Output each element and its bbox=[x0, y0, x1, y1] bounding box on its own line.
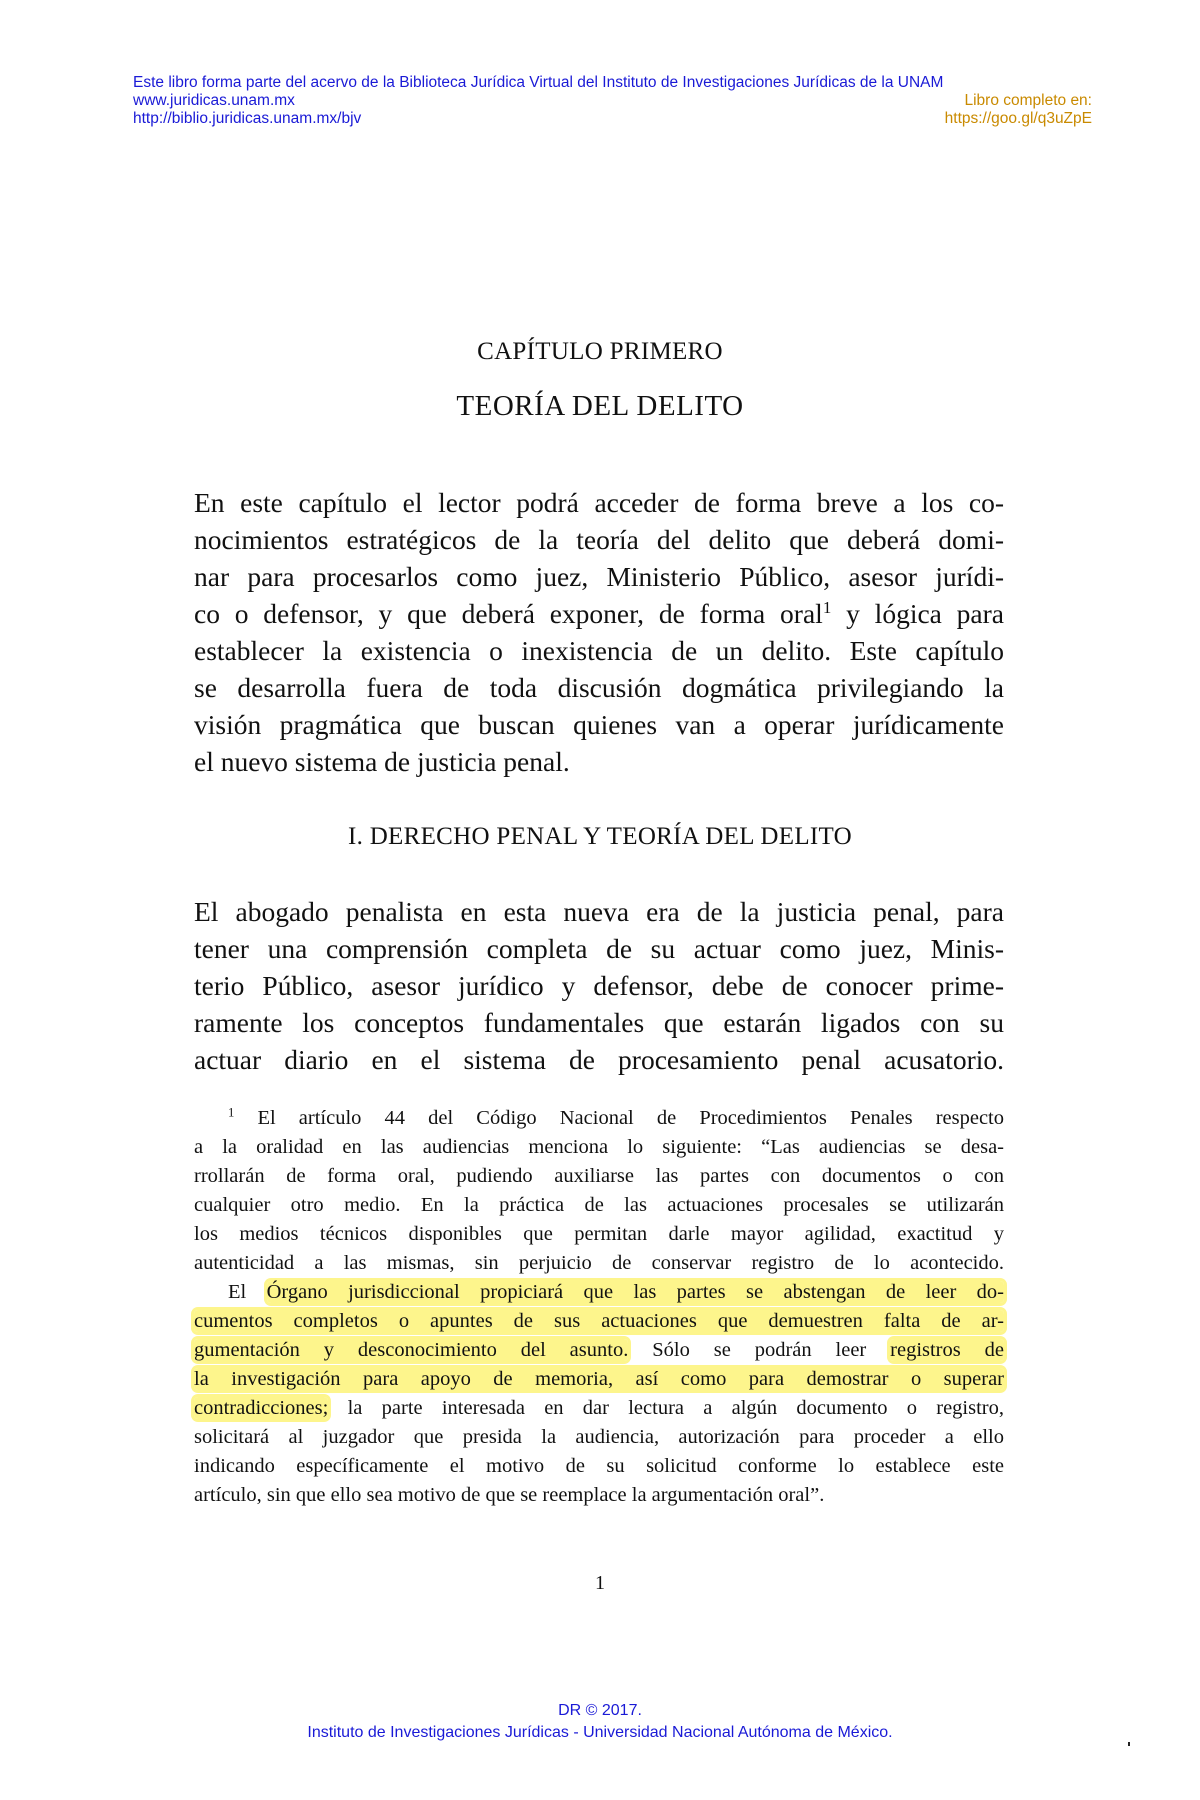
footnote-line: los medios técnicos disponibles que permitan darle mayor agilidad, exactitud y bbox=[194, 1223, 1004, 1245]
highlighted-text: gumentación y desconocimiento del asunto. bbox=[194, 1339, 629, 1361]
section-line: El abogado penalista en esta nueva era de la justicia penal, para bbox=[194, 896, 1004, 927]
footnote-line bbox=[194, 1394, 1004, 1423]
section-paragraph bbox=[194, 893, 1004, 1078]
footnote-line bbox=[194, 1104, 1004, 1133]
footnote-paragraph-2 bbox=[194, 1278, 1004, 1510]
highlighted-text: Órgano jurisdiccional propiciará que las partes se abstengan de leer do- bbox=[266, 1281, 1004, 1303]
intro-line: el nuevo sistema de justicia penal. bbox=[194, 746, 570, 777]
highlighted-text: la investigación para apoyo de memoria, así como para demostrar o superar bbox=[194, 1368, 1004, 1390]
notice-statement: Este libro forma parte del acervo de la Biblioteca Jurídica Virtual del Instituto de Investigaciones Jurídicas de la UNAM bbox=[133, 74, 944, 91]
intro-line-with-footnote bbox=[194, 595, 1004, 632]
intro-line: visión pragmática que buscan quienes van a operar jurídicamente bbox=[194, 709, 1004, 740]
full-book-label: Libro completo en: bbox=[964, 92, 1092, 109]
copyright-institution: Instituto de Investigaciones Jurídicas - Universidad Nacional Autónoma de México. bbox=[307, 1724, 893, 1741]
section-line: tener una comprensión completa de su actuar como juez, Minis- bbox=[194, 933, 1004, 964]
section-line: terio Público, asesor jurídico y defensor, debe de conocer prime- bbox=[194, 970, 1004, 1001]
site-link[interactable]: www.juridicas.unam.mx bbox=[133, 92, 295, 109]
footnote-line bbox=[194, 1278, 1004, 1307]
section-line: actuar diario en el sistema de procesamiento penal acusatorio. bbox=[194, 1044, 1004, 1075]
intro-line: En este capítulo el lector podrá acceder de forma breve a los co- bbox=[194, 487, 1004, 518]
footnote-line bbox=[194, 1336, 1004, 1365]
footnote-number: 1 bbox=[228, 1105, 235, 1120]
section-line: ramente los conceptos fundamentales que estarán ligados con su bbox=[194, 1007, 1004, 1038]
footnote-line: autenticidad a las mismas, sin perjuicio de conservar registro de lo acontecido. bbox=[194, 1252, 1004, 1274]
footnote-line: artículo, sin que ello sea motivo de que se reemplace la argumentación oral”. bbox=[194, 1484, 825, 1506]
notice-row-1 bbox=[133, 92, 1092, 110]
page-number: 1 bbox=[595, 1572, 605, 1594]
intro-paragraph bbox=[194, 484, 1004, 780]
intro-line: se desarrolla fuera de toda discusión dogmática privilegiando la bbox=[194, 672, 1004, 703]
footnote-reference[interactable]: 1 bbox=[822, 597, 832, 617]
section-heading: I. DERECHO PENAL Y TEORÍA DEL DELITO bbox=[347, 823, 853, 850]
highlighted-text: contradicciones; bbox=[194, 1397, 329, 1419]
book-link[interactable]: https://goo.gl/q3uZpE bbox=[944, 110, 1092, 127]
page-corner-mark bbox=[1128, 1742, 1130, 1746]
intro-line-part: co o defensor, y que deberá exponer, de forma oral bbox=[194, 598, 823, 629]
chapter-label: CAPÍTULO PRIMERO bbox=[477, 338, 723, 365]
footnote-line: indicando específicamente el motivo de su solicitud conforme lo establece este bbox=[194, 1455, 1004, 1477]
intro-line: nar para procesarlos como juez, Ministerio Público, asesor jurídi- bbox=[194, 561, 1004, 592]
notice-row-2 bbox=[133, 110, 1092, 128]
repository-notice bbox=[133, 74, 1092, 128]
footnote-line bbox=[194, 1365, 1004, 1394]
intro-line: establecer la existencia o inexistencia de un delito. Este capítulo bbox=[194, 635, 1004, 666]
footnote-line: a la oralidad en las audiencias menciona lo siguiente: “Las audiencias se desa- bbox=[194, 1136, 1004, 1158]
footnote-text: El artículo 44 del Código Nacional de Procedimientos Penales respecto bbox=[257, 1107, 1004, 1129]
footnote-paragraph-1 bbox=[194, 1104, 1004, 1278]
copyright-year: DR © 2017. bbox=[558, 1702, 642, 1719]
footnote-line: rrollarán de forma oral, pudiendo auxiliarse las partes con documentos o con bbox=[194, 1165, 1004, 1187]
intro-line-part: y lógica para bbox=[831, 598, 1004, 629]
library-link[interactable]: http://biblio.juridicas.unam.mx/bjv bbox=[133, 110, 362, 127]
footnote-line: solicitará al juzgador que presida la audiencia, autorización para proceder a ello bbox=[194, 1426, 1004, 1448]
footnote-line: cualquier otro medio. En la práctica de las actuaciones procesales se utilizarán bbox=[194, 1194, 1004, 1216]
highlighted-text: cumentos completos o apuntes de sus actuaciones que demuestren falta de ar- bbox=[194, 1310, 1004, 1332]
intro-line: nocimientos estratégicos de la teoría del delito que deberá domi- bbox=[194, 524, 1004, 555]
highlighted-text: registros de bbox=[890, 1339, 1004, 1361]
footnote-line bbox=[194, 1307, 1004, 1336]
footnote-text: El bbox=[228, 1281, 267, 1303]
copyright-footer bbox=[0, 1700, 1200, 1744]
footnote-text: la parte interesada en dar lectura a algún documento o registro, bbox=[328, 1397, 1004, 1419]
chapter-title: TEORÍA DEL DELITO bbox=[456, 390, 744, 422]
footnote-text: Sólo se podrán leer bbox=[628, 1339, 891, 1361]
